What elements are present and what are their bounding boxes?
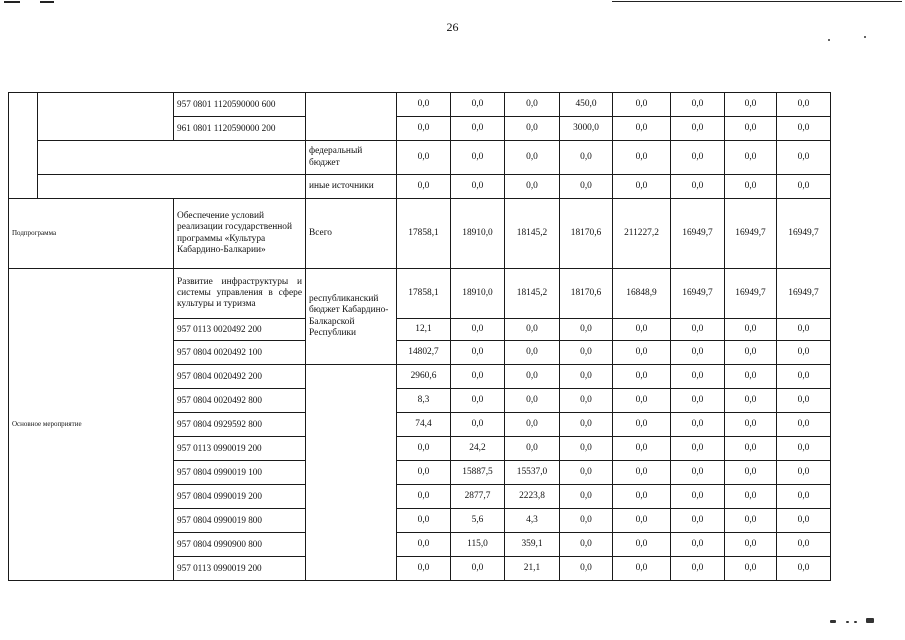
budget-code-cell: 957 0801 1120590000 600	[174, 93, 306, 117]
value-cell: 0,0	[505, 117, 560, 141]
value-cell: 0,0	[725, 509, 777, 533]
value-cell: 0,0	[613, 461, 671, 485]
budget-code-cell: 961 0801 1120590000 200	[174, 117, 306, 141]
subprogram-row	[9, 199, 831, 269]
value-cell: 12,1	[397, 319, 451, 341]
value-cell: 0,0	[777, 461, 831, 485]
main-event-name: Развитие инфраструктуры и системы управления в сфере культуры и туризма	[174, 269, 306, 319]
value-cell: 0,0	[777, 533, 831, 557]
value-cell: 0,0	[451, 117, 505, 141]
value-cell: 0,0	[671, 341, 725, 365]
value-cell: 450,0	[560, 93, 613, 117]
value-cell: 0,0	[671, 141, 725, 175]
value-cell: 0,0	[560, 485, 613, 509]
value-cell: 0,0	[397, 93, 451, 117]
value-cell: 18145,2	[505, 269, 560, 319]
value-cell: 8,3	[397, 389, 451, 413]
value-cell: 5,6	[451, 509, 505, 533]
value-cell: 18910,0	[451, 199, 505, 269]
scan-speck	[866, 618, 874, 623]
level-cell	[9, 93, 38, 199]
source-cell	[306, 93, 397, 141]
value-cell: 0,0	[505, 93, 560, 117]
budget-code-cell: 957 0804 0020492 100	[174, 341, 306, 365]
value-cell: 0,0	[560, 389, 613, 413]
value-cell: 16949,7	[725, 269, 777, 319]
value-cell: 359,1	[505, 533, 560, 557]
table-row	[9, 175, 831, 199]
value-cell: 0,0	[777, 319, 831, 341]
value-cell: 0,0	[451, 557, 505, 581]
value-cell: 0,0	[451, 365, 505, 389]
value-cell: 0,0	[451, 341, 505, 365]
budget-code-cell: 957 0113 0020492 200	[174, 319, 306, 341]
value-cell: 0,0	[451, 413, 505, 437]
value-cell: 0,0	[671, 509, 725, 533]
budget-code-cell: 957 0804 0990019 200	[174, 485, 306, 509]
value-cell: 0,0	[451, 319, 505, 341]
value-cell: 16949,7	[671, 269, 725, 319]
value-cell: 0,0	[777, 141, 831, 175]
value-cell: 0,0	[777, 389, 831, 413]
value-cell: 0,0	[671, 485, 725, 509]
value-cell: 0,0	[777, 557, 831, 581]
scan-speck	[830, 620, 836, 623]
value-cell: 0,0	[451, 141, 505, 175]
budget-code-cell: 957 0804 0990900 800	[174, 533, 306, 557]
value-cell: 0,0	[777, 365, 831, 389]
value-cell: 0,0	[725, 557, 777, 581]
value-cell: 0,0	[560, 341, 613, 365]
row-type-label: Подпрограмма	[9, 199, 174, 269]
value-cell: 0,0	[613, 389, 671, 413]
value-cell: 0,0	[560, 533, 613, 557]
value-cell: 0,0	[671, 533, 725, 557]
value-cell: 0,0	[671, 93, 725, 117]
value-cell: 0,0	[725, 485, 777, 509]
budget-code-cell: 957 0804 0990019 100	[174, 461, 306, 485]
value-cell: 0,0	[671, 437, 725, 461]
value-cell: 0,0	[671, 557, 725, 581]
source-cell	[306, 365, 397, 581]
funding-source-cell: иные источники	[306, 175, 397, 199]
value-cell: 115,0	[451, 533, 505, 557]
value-cell: 0,0	[397, 437, 451, 461]
value-cell: 0,0	[560, 557, 613, 581]
value-cell: 0,0	[725, 365, 777, 389]
value-cell: 0,0	[725, 319, 777, 341]
main-event-row	[9, 269, 831, 319]
value-cell: 0,0	[397, 117, 451, 141]
value-cell: 18910,0	[451, 269, 505, 319]
value-cell: 17858,1	[397, 199, 451, 269]
value-cell: 0,0	[725, 413, 777, 437]
value-cell: 74,4	[397, 413, 451, 437]
table-row	[9, 93, 831, 117]
value-cell: 0,0	[397, 141, 451, 175]
value-cell: 0,0	[560, 413, 613, 437]
value-cell: 0,0	[671, 389, 725, 413]
value-cell: 0,0	[613, 413, 671, 437]
value-cell: 24,2	[451, 437, 505, 461]
value-cell: 0,0	[777, 509, 831, 533]
value-cell: 0,0	[725, 141, 777, 175]
value-cell: 0,0	[560, 175, 613, 199]
name-cell	[38, 175, 306, 199]
budget-code-cell: 957 0804 0929592 800	[174, 413, 306, 437]
value-cell: 17858,1	[397, 269, 451, 319]
value-cell: 0,0	[777, 485, 831, 509]
value-cell: 0,0	[505, 341, 560, 365]
value-cell: 0,0	[725, 117, 777, 141]
budget-code-cell: 957 0804 0990019 800	[174, 509, 306, 533]
value-cell: 18170,6	[560, 269, 613, 319]
value-cell: 0,0	[613, 93, 671, 117]
value-cell: 0,0	[613, 557, 671, 581]
value-cell: 0,0	[725, 389, 777, 413]
value-cell: 0,0	[777, 175, 831, 199]
value-cell: 0,0	[725, 93, 777, 117]
budget-code-cell: 957 0804 0020492 800	[174, 389, 306, 413]
value-cell: 0,0	[613, 533, 671, 557]
scan-speck	[864, 36, 866, 38]
value-cell: 0,0	[613, 117, 671, 141]
value-cell: 0,0	[505, 365, 560, 389]
value-cell: 18170,6	[560, 199, 613, 269]
value-cell: 0,0	[613, 175, 671, 199]
value-cell: 0,0	[671, 365, 725, 389]
value-cell: 0,0	[505, 175, 560, 199]
value-cell: 0,0	[451, 175, 505, 199]
value-cell: 0,0	[397, 485, 451, 509]
scan-speck	[828, 39, 830, 41]
scan-edge-marks	[0, 0, 905, 5]
value-cell: 0,0	[560, 365, 613, 389]
value-cell: 0,0	[671, 175, 725, 199]
value-cell: 2223,8	[505, 485, 560, 509]
value-cell: 0,0	[777, 413, 831, 437]
value-cell: 0,0	[505, 413, 560, 437]
value-cell: 0,0	[560, 437, 613, 461]
value-cell: 0,0	[671, 461, 725, 485]
value-cell: 0,0	[560, 509, 613, 533]
value-cell: 0,0	[397, 533, 451, 557]
value-cell: 0,0	[560, 461, 613, 485]
row-type-label: Основное мероприятие	[9, 269, 174, 581]
value-cell: 0,0	[613, 437, 671, 461]
value-cell: 0,0	[777, 117, 831, 141]
value-cell: 2877,7	[451, 485, 505, 509]
table-row	[9, 141, 831, 175]
value-cell: 0,0	[613, 341, 671, 365]
value-cell: 0,0	[613, 141, 671, 175]
funding-source-cell: Всего	[306, 199, 397, 269]
name-cell	[38, 141, 306, 175]
value-cell: 16949,7	[777, 269, 831, 319]
value-cell: 0,0	[725, 341, 777, 365]
value-cell: 0,0	[505, 141, 560, 175]
budget-code-cell: 957 0804 0020492 200	[174, 365, 306, 389]
value-cell: 16949,7	[671, 199, 725, 269]
funding-source-cell: федеральный бюджет	[306, 141, 397, 175]
value-cell: 0,0	[613, 485, 671, 509]
value-cell: 0,0	[613, 509, 671, 533]
budget-code-cell: 957 0113 0990019 200	[174, 437, 306, 461]
value-cell: 0,0	[725, 461, 777, 485]
value-cell: 0,0	[613, 319, 671, 341]
value-cell: 15887,5	[451, 461, 505, 485]
value-cell: 0,0	[671, 319, 725, 341]
value-cell: 0,0	[777, 341, 831, 365]
scan-speck	[846, 621, 849, 623]
value-cell: 18145,2	[505, 199, 560, 269]
budget-table	[8, 92, 831, 581]
value-cell: 2960,6	[397, 365, 451, 389]
value-cell: 16949,7	[777, 199, 831, 269]
value-cell: 0,0	[505, 389, 560, 413]
value-cell: 0,0	[777, 93, 831, 117]
value-cell: 0,0	[451, 93, 505, 117]
value-cell: 0,0	[397, 557, 451, 581]
value-cell: 0,0	[725, 437, 777, 461]
value-cell: 0,0	[725, 533, 777, 557]
value-cell: 15537,0	[505, 461, 560, 485]
subprogram-name: Обеспечение условий реализации государственной программы «Культура Кабардино-Балкарии»	[174, 199, 306, 269]
value-cell: 0,0	[560, 319, 613, 341]
budget-code-cell: 957 0113 0990019 200	[174, 557, 306, 581]
value-cell: 0,0	[725, 175, 777, 199]
value-cell: 0,0	[560, 141, 613, 175]
value-cell: 0,0	[397, 175, 451, 199]
value-cell: 4,3	[505, 509, 560, 533]
value-cell: 14802,7	[397, 341, 451, 365]
page-number: 26	[446, 20, 459, 34]
value-cell: 21,1	[505, 557, 560, 581]
value-cell: 0,0	[777, 437, 831, 461]
value-cell: 0,0	[505, 319, 560, 341]
value-cell: 0,0	[613, 365, 671, 389]
value-cell: 211227,2	[613, 199, 671, 269]
value-cell: 16949,7	[725, 199, 777, 269]
value-cell: 0,0	[397, 509, 451, 533]
value-cell: 0,0	[397, 461, 451, 485]
value-cell: 3000,0	[560, 117, 613, 141]
value-cell: 0,0	[451, 389, 505, 413]
scan-speck	[854, 621, 857, 623]
value-cell: 16848,9	[613, 269, 671, 319]
name-cell	[38, 93, 174, 141]
value-cell: 0,0	[505, 437, 560, 461]
value-cell: 0,0	[671, 117, 725, 141]
funding-source-cell: республиканский бюджет Кабардино-Балкарской Республики	[306, 269, 397, 365]
value-cell: 0,0	[671, 413, 725, 437]
